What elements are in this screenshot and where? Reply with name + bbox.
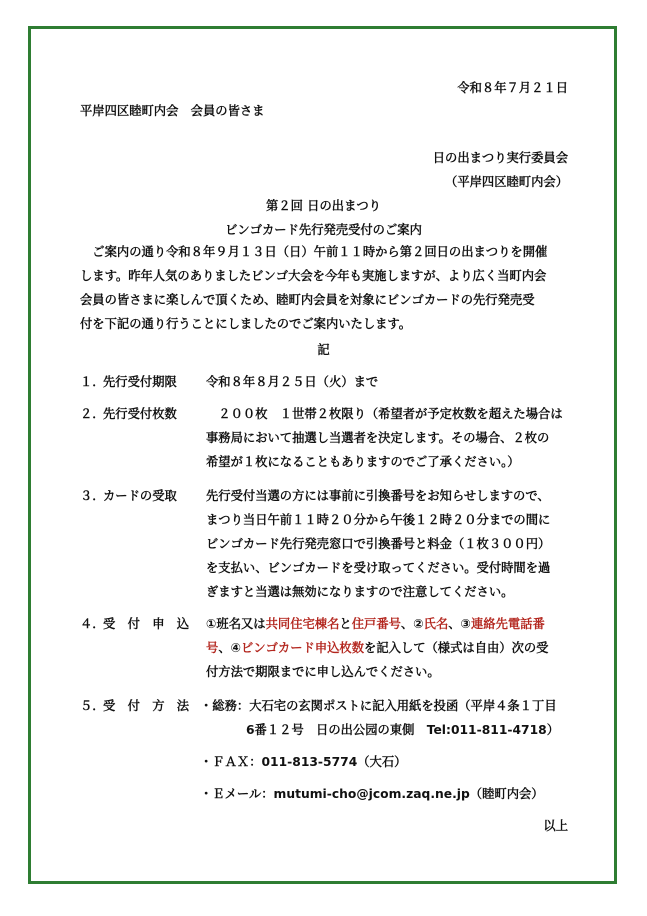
intro-line: ご案内の通り令和８年９月１３日（日）午前１１時から第２回日の出まつりを開催: [80, 245, 548, 259]
item-text: まつり当日午前１１時２０分から午後１２時２０分までの間に: [206, 513, 551, 527]
item-text: ２００枚 １世帯２枚限り（希望者が予定枚数を超えた場合は: [206, 407, 563, 421]
item-number: ３．: [80, 489, 105, 503]
document-date: 令和８年７月２１日: [457, 81, 568, 95]
item-number: ２．: [80, 407, 105, 421]
item-label: 先行受付枚数: [103, 407, 177, 421]
sender-organization: （平岸四区睦町内会）: [445, 175, 568, 189]
item-text: [206, 642, 548, 654]
item-number: １．: [80, 375, 105, 389]
method-line: ・ＦＡＸ：011-813-5774（大石）: [200, 755, 407, 769]
intro-line: 会員の皆さまに楽しんで頂くため、睦町内会員を対象にビンゴカードの先行発売受: [80, 293, 535, 307]
item-label: カードの受取: [103, 489, 177, 503]
highlight-text: ビンゴカード申込枚数: [241, 641, 365, 655]
method-line: 6番１２号 日の出公园の東側 Tel:011-811-4718）: [246, 723, 560, 737]
intro-line: します。昨年人気のありましたビンゴ大会を今年も実施しますが、より広く当町内会: [80, 269, 547, 283]
highlight-text: 氏名: [423, 617, 449, 631]
text-span: と: [339, 617, 352, 631]
item-number: ５．: [80, 699, 105, 713]
item-text: 希望が１枚になることもありますのでご了承ください。）: [206, 455, 520, 469]
item-label: 受 付 方 法: [103, 699, 190, 713]
item-text: [206, 618, 545, 630]
text-span: ①班名又は: [206, 617, 266, 631]
item-text: 令和８年８月２５日（火）まで: [206, 375, 379, 389]
addressee: 平岸四区睦町内会 会員の皆さま: [80, 104, 265, 118]
item-text: ビンゴカード先行発売窓口で引換番号と料金（１枚３００円）: [206, 537, 551, 551]
title-line-2: ビンゴカード先行発売受付のご案内: [225, 223, 422, 237]
highlight-text: 連絡先電話番: [470, 617, 545, 631]
item-number: ４．: [80, 617, 105, 631]
highlight-text: 共同住宅棟名: [265, 617, 340, 631]
item-text: ぎますと当選は無効になりますので注意してください。: [206, 585, 514, 599]
ki-heading: 記: [317, 343, 330, 357]
title-line-1: 第２回 日の出まつり: [266, 199, 381, 213]
method-line: ・Ｅメール：mutumi-cho@jcom.zaq.ne.jp（睦町内会）: [200, 787, 544, 801]
highlight-text: 住戸番号: [351, 617, 401, 631]
text-span: 、④: [218, 641, 242, 655]
item-label: 先行受付期限: [103, 375, 177, 389]
item-text: 先行受付当選の方には事前に引換番号をお知らせしますので、: [206, 489, 550, 503]
text-span: を記入して（様式は自由）次の受: [364, 641, 549, 655]
text-span: 、③: [448, 617, 471, 631]
intro-line: 付を下記の通り行うことにしましたのでご案内いたします。: [80, 317, 412, 331]
sender-name: 日の出まつり実行委員会: [432, 151, 568, 165]
item-text: 事務局において抽選し当選者を決定します。その場合、２枚の: [206, 431, 550, 445]
method-line: ・総務：大石宅の玄関ポストに記入用紙を投函（平岸４条１丁目: [200, 699, 557, 713]
item-text: 付方法で期限までに申し込んでください。: [206, 665, 440, 679]
highlight-text: 号: [206, 641, 219, 655]
closing-mark: 以上: [543, 819, 568, 833]
text-span: 、②: [400, 617, 424, 631]
item-text: を支払い、ビンゴカードを受け取ってください。受付時間を過: [206, 561, 551, 575]
item-label: 受 付 申 込: [103, 617, 190, 631]
